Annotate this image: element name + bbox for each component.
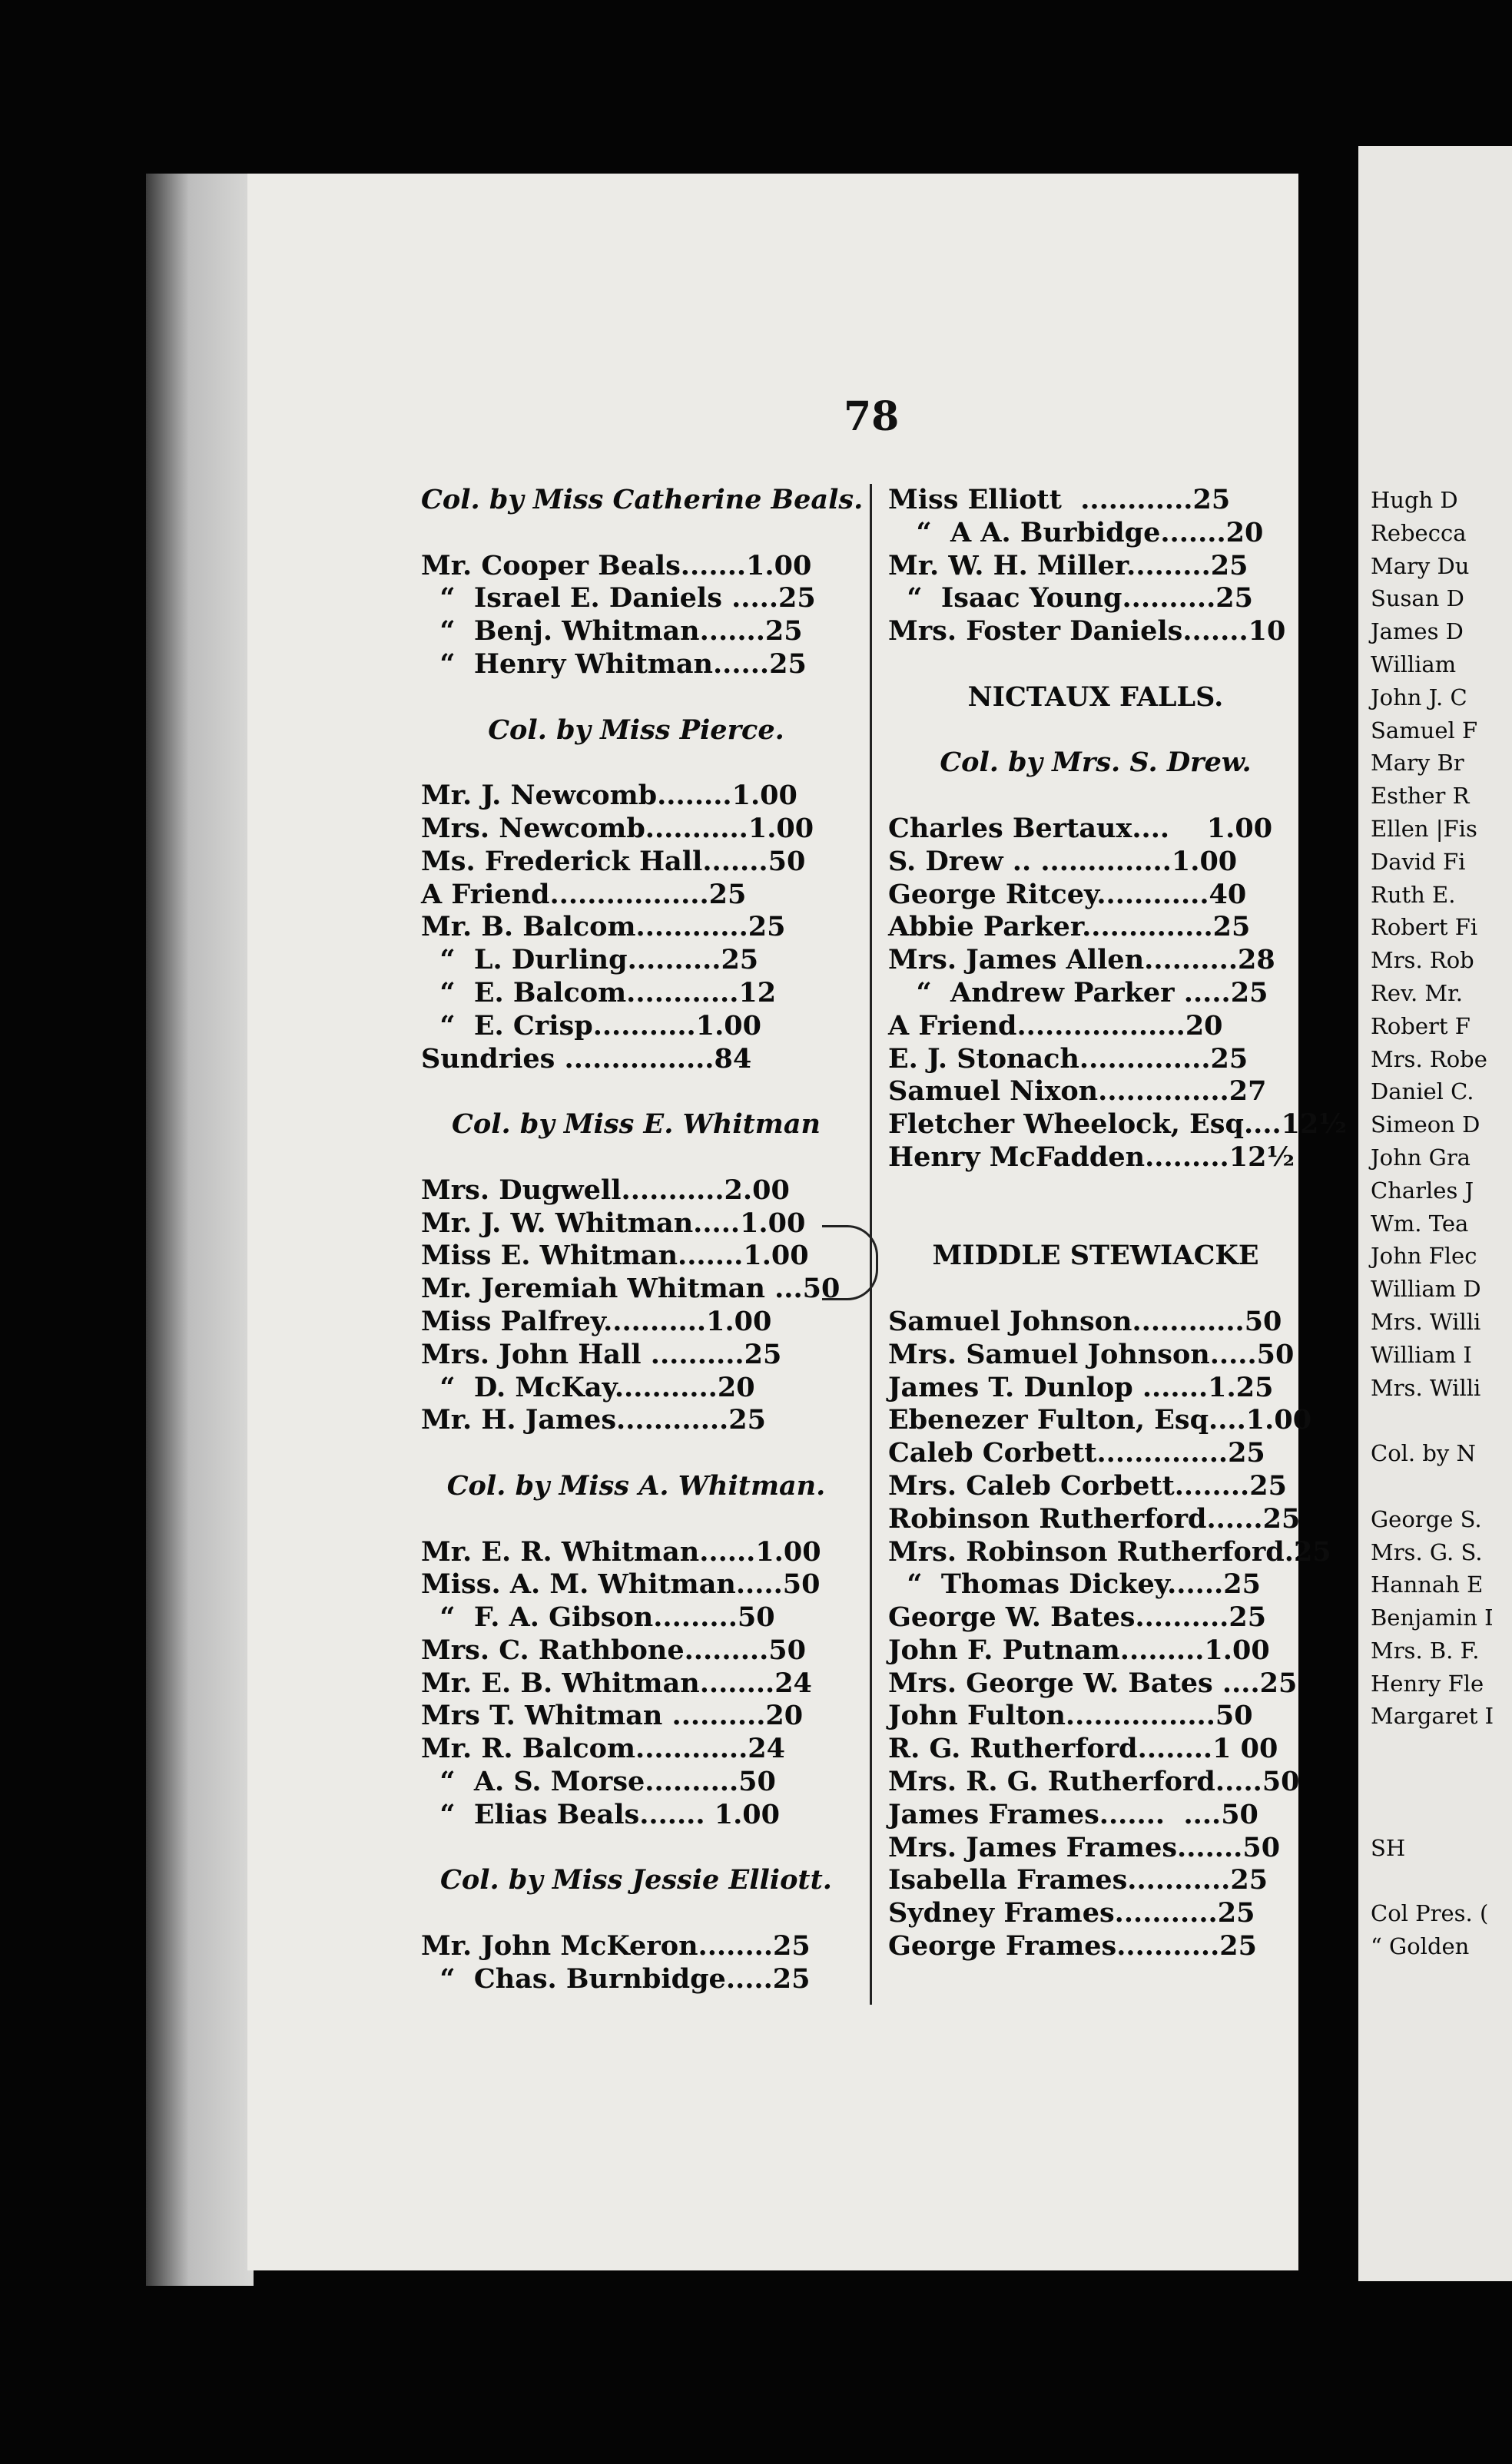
donor-entry: Sundries ................84 [421, 1042, 752, 1075]
donor-entry: Henry McFadden.........12½ [888, 1141, 1295, 1173]
fragment-line: Daniel C. [1371, 1078, 1474, 1105]
donor-entry: John F. Putnam.........1.00 [888, 1634, 1270, 1666]
donor-entry: “ Isaac Young..........25 [888, 582, 1254, 614]
fragment-line [1371, 1470, 1469, 1503]
spacer [421, 517, 851, 550]
fragment-line: Col Pres. ( [1371, 1900, 1489, 1927]
donor-entry: Mrs T. Whitman ..........20 [421, 1700, 804, 1732]
page-edge-shadow [146, 174, 254, 2286]
fragment-line: William D [1371, 1276, 1481, 1303]
donor-entry: Miss Elliott ............25 [888, 484, 1231, 515]
fragment-line: Esther R [1371, 783, 1470, 810]
donor-entry: George Frames...........25 [888, 1930, 1257, 1962]
spacer [421, 1141, 851, 1174]
fragment-line [1371, 1766, 1469, 1799]
donor-entry: Samuel Nixon..............27 [888, 1075, 1267, 1108]
donor-entry: Mr. E. R. Whitman......1.00 [421, 1535, 821, 1568]
spacer [421, 1437, 851, 1470]
donor-entry: “ A. S. Morse..........50 [421, 1766, 776, 1798]
fragment-line: William [1371, 651, 1457, 677]
fragment-line: Hannah E [1371, 1571, 1484, 1598]
fragment-line: “ Golden [1371, 1933, 1470, 1960]
fragment-line: Ruth E. [1371, 881, 1456, 908]
donor-entry: R. G. Rutherford........1 00 [888, 1733, 1278, 1765]
donor-entry: Mrs. Dugwell...........2.00 [421, 1174, 790, 1206]
fragment-line: Susan D [1371, 585, 1464, 612]
donor-entry: “ L. Durling..........25 [421, 944, 759, 976]
donor-entry: Mr. J. W. Whitman.....1.00 [421, 1207, 806, 1239]
donor-entry: “ F. A. Gibson.........50 [421, 1601, 775, 1634]
section-heading: Col. by Miss E. Whitman [452, 1108, 821, 1141]
donor-entry: Mr. Jeremiah Whitman ...50 [421, 1273, 841, 1305]
donor-entry: “ Andrew Parker .....25 [888, 976, 1268, 1008]
donor-entry: Mrs. Foster Daniels.......10 [888, 615, 1286, 647]
donor-entry: James T. Dunlop .......1.25 [888, 1371, 1274, 1403]
spacer [888, 1207, 1303, 1240]
donor-entry: George Ritcey............40 [888, 878, 1247, 910]
donor-entry: Mr. John McKeron........25 [421, 1930, 811, 1962]
donor-entry: “ D. McKay...........20 [421, 1371, 755, 1403]
fragment-line: Simeon D [1371, 1111, 1480, 1138]
fragment-line: SH [1371, 1834, 1406, 1861]
donor-entry: Mrs. George W. Bates ....25 [888, 1667, 1298, 1699]
donor-entry: John Fulton................50 [888, 1700, 1253, 1732]
donor-entry: Mrs. R. G. Rutherford.....50 [888, 1766, 1300, 1798]
fragment-line: David Fi [1371, 848, 1466, 875]
donor-entry: Samuel Johnson............50 [888, 1305, 1282, 1337]
donor-entry: Mrs. Samuel Johnson.....50 [888, 1338, 1295, 1370]
fragment-line: John Gra [1371, 1144, 1471, 1171]
donor-entry: Mr. W. H. Miller.........25 [888, 549, 1248, 581]
donor-entry: Mr. B. Balcom............25 [421, 911, 786, 943]
donor-entry: Isabella Frames...........25 [888, 1864, 1268, 1896]
donor-entry: Mrs. C. Rathbone.........50 [421, 1634, 806, 1666]
fragment-line: Mary Du [1371, 552, 1470, 579]
donor-entry: Mrs. Caleb Corbett........25 [888, 1469, 1287, 1502]
donor-entry: Caleb Corbett..............25 [888, 1437, 1265, 1469]
spacer [421, 1075, 851, 1108]
fragment-line: Benjamin I [1371, 1605, 1494, 1631]
donor-entry: E. J. Stonach..............25 [888, 1042, 1248, 1075]
fragment-line: Col. by N [1371, 1440, 1476, 1467]
donor-entry: Miss Palfrey...........1.00 [421, 1305, 772, 1337]
fragment-line: Henry Fle [1371, 1670, 1484, 1697]
donor-entry: “ E. Balcom............12 [421, 976, 777, 1008]
right-column-fragment [1371, 484, 1494, 1963]
spacer [421, 1832, 851, 1865]
middle-column [888, 484, 1347, 1963]
spacer [888, 780, 1303, 813]
donor-entry: Miss. A. M. Whitman.....50 [421, 1568, 821, 1601]
section-heading: NICTAUX FALLS. [967, 681, 1224, 713]
fragment-line: James D [1371, 618, 1464, 645]
spacer [888, 1273, 1303, 1306]
spacer [421, 1897, 851, 1930]
fragment-line: Mrs. Robe [1371, 1045, 1487, 1072]
fragment-line: John Flec [1371, 1243, 1477, 1270]
fragment-line: John J. C [1371, 684, 1467, 710]
fragment-line: Hugh D [1371, 487, 1458, 513]
spacer [421, 681, 851, 714]
donor-entry: “ A A. Burbidge.......20 [888, 516, 1264, 548]
fragment-line: Mrs. Willi [1371, 1374, 1481, 1401]
donor-entry: Fletcher Wheelock, Esq....12½ [888, 1108, 1347, 1141]
fragment-line: Mrs. Willi [1371, 1308, 1481, 1335]
fragment-line: Mrs. G. S. [1371, 1538, 1483, 1565]
fragment-line: Charles J [1371, 1177, 1474, 1204]
fragment-line: Margaret I [1371, 1703, 1494, 1730]
donor-entry: Sydney Frames...........25 [888, 1897, 1255, 1929]
donor-entry: “ Chas. Burnbidge.....25 [421, 1962, 811, 1995]
fragment-line: Rebecca [1371, 519, 1467, 546]
spacer [888, 1174, 1303, 1207]
donor-entry: Mrs. John Hall ..........25 [421, 1338, 782, 1370]
donor-entry: A Friend..................20 [888, 1009, 1223, 1042]
spacer [421, 1503, 851, 1536]
section-heading: Col. by Mrs. S. Drew. [940, 747, 1252, 779]
spacer [888, 714, 1303, 747]
donor-entry: James Frames....... ....50 [888, 1798, 1258, 1830]
donor-entry: Charles Bertaux.... 1.00 [888, 812, 1273, 844]
donor-entry: “ Thomas Dickey......25 [888, 1568, 1261, 1601]
donor-entry: Abbie Parker..............25 [888, 911, 1251, 943]
pencil-bracket-mark [822, 1225, 878, 1300]
spacer [888, 648, 1303, 681]
donor-entry: “ Elias Beals....... 1.00 [421, 1798, 780, 1830]
spacer [421, 747, 851, 780]
section-heading: Col. by Miss Catherine Beals. [421, 484, 864, 515]
donor-entry: Ebenezer Fulton, Esq....1.00 [888, 1404, 1312, 1436]
fragment-line [1371, 1799, 1469, 1832]
section-heading: Col. by Miss Jessie Elliott. [440, 1864, 832, 1896]
donor-entry: Mr. R. Balcom............24 [421, 1733, 785, 1765]
page-number: 78 [844, 393, 900, 440]
donor-entry: Mr. E. B. Whitman........24 [421, 1667, 812, 1699]
donor-entry: Robinson Rutherford......25 [888, 1502, 1301, 1535]
fragment-line: Samuel F [1371, 717, 1478, 744]
donor-entry: “ Israel E. Daniels .....25 [421, 582, 816, 614]
donor-entry: Ms. Frederick Hall.......50 [421, 845, 806, 877]
fragment-line: Mrs. B. F. [1371, 1637, 1480, 1664]
donor-entry: Mr. H. James............25 [421, 1404, 766, 1436]
donor-entry: George W. Bates..........25 [888, 1601, 1267, 1634]
donor-entry: “ Henry Whitman......25 [421, 647, 807, 680]
donor-entry: S. Drew .. ..............1.00 [888, 845, 1238, 877]
donor-entry: Mrs. Robinson Rutherford.25 [888, 1535, 1331, 1568]
fragment-line [1371, 1404, 1469, 1437]
fragment-line [1371, 1733, 1469, 1766]
donor-entry: Mrs. James Allen..........28 [888, 944, 1275, 976]
fragment-line: Robert Fi [1371, 914, 1478, 941]
fragment-line: Wm. Tea [1371, 1210, 1469, 1237]
donor-entry: Miss E. Whitman.......1.00 [421, 1240, 809, 1272]
donor-entry: “ E. Crisp...........1.00 [421, 1009, 761, 1042]
donor-entry: Mrs. Newcomb...........1.00 [421, 812, 814, 844]
fragment-line: Mary Br [1371, 750, 1464, 777]
fragment-line: William I [1371, 1341, 1472, 1368]
fragment-line: Ellen |Fis [1371, 815, 1477, 842]
fragment-line: George S. [1371, 1505, 1482, 1532]
fragment-line: Robert F [1371, 1012, 1471, 1039]
fragment-line: Mrs. Rob [1371, 947, 1474, 974]
donor-entry: Mr. Cooper Beals.......1.00 [421, 549, 812, 581]
donor-entry: A Friend.................25 [421, 878, 747, 910]
section-heading: Col. by Miss A. Whitman. [446, 1469, 826, 1502]
fragment-line: Rev. Mr. [1371, 979, 1463, 1006]
donor-entry: “ Benj. Whitman.......25 [421, 615, 803, 647]
donor-entry: Mr. J. Newcomb........1.00 [421, 780, 797, 812]
fragment-line [1371, 1864, 1469, 1897]
donor-entry: Mrs. James Frames.......50 [888, 1831, 1281, 1863]
left-column [421, 484, 864, 1996]
section-heading: Col. by Miss Pierce. [488, 714, 784, 746]
section-heading: MIDDLE STEWIACKE [932, 1240, 1259, 1272]
